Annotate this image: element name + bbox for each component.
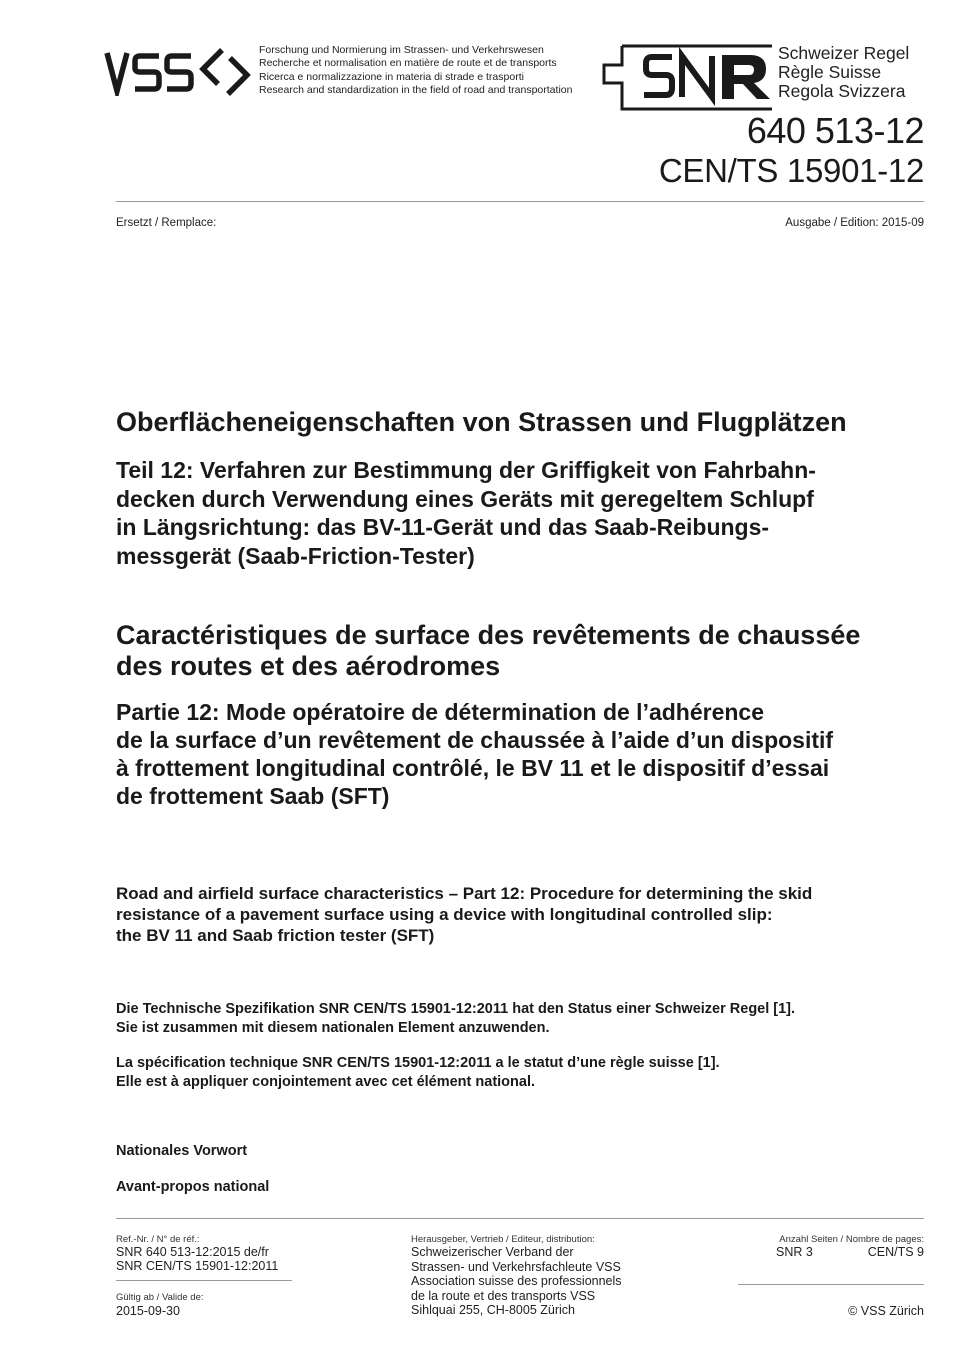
foreword-german-heading: Nationales Vorwort [116, 1143, 248, 1159]
title-french-line: des routes et des aérodromes [116, 651, 501, 681]
subtitle-french-line: de la surface d’un revêtement de chaussée à l’aide d’un dispositif [116, 727, 834, 753]
status-french [116, 1054, 926, 1091]
reference-value: SNR CEN/TS 15901-12:2011 [116, 1259, 279, 1273]
snr-line: Regola Svizzera [778, 81, 906, 101]
title-french [116, 620, 926, 682]
publisher-line: Schweizerischer Verband der [411, 1245, 574, 1259]
page-count-snr: SNR 3 [776, 1245, 813, 1259]
vss-description-line: Research and standardization in the field of road and transportation [259, 84, 573, 97]
snr-rule-type [778, 44, 909, 101]
publisher-line: Association suisse des professionnels [411, 1274, 622, 1288]
cen-number: CEN/TS 15901-12 [658, 152, 924, 189]
vss-description-line: Ricerca e normalizzazione in materia di strade e trasporti [259, 70, 524, 83]
subtitle-german-line: decken durch Verwendung eines Geräts mit geregeltem Schlupf [116, 485, 814, 512]
title-english-line: the BV 11 and Saab friction tester (SFT) [116, 926, 435, 945]
publisher-line: de la route et des transports VSS [411, 1288, 596, 1303]
status-french-line: La spécification technique SNR CEN/TS 15901-12:2011 a le statut d’une règle suisse [1]. [116, 1055, 720, 1071]
page-count-divider [738, 1284, 924, 1285]
footer-divider [116, 1218, 924, 1219]
page-count-label: Anzahl Seiten / Nombre de pages: [779, 1234, 924, 1245]
subtitle-french-line: Partie 12: Mode opératoire de détermination de l’adhérence [116, 699, 765, 725]
subtitle-german-line: messgerät (Saab-Friction-Tester) [116, 542, 475, 569]
title-german: Oberflächeneigenschaften von Strassen und Flugplätzen [116, 407, 847, 437]
header-divider [116, 201, 924, 202]
status-german-line: Sie ist zusammen mit diesem nationalen Element anzuwenden. [116, 1019, 550, 1036]
foreword-french-heading: Avant-propos national [116, 1179, 270, 1195]
reference-value: SNR 640 513-12:2015 de/fr [116, 1245, 269, 1259]
edition-label: Ausgabe / Edition: 2015-09 [785, 217, 924, 229]
subtitle-german-line: in Längsrichtung: das BV-11-Gerät und das Saab-Reibungs- [116, 514, 770, 540]
vss-description-line: Forschung und Normierung im Strassen- und Verkehrswesen [259, 44, 544, 56]
publisher-address [411, 1245, 671, 1318]
title-french-line: Caractéristiques de surface des revêtements de chaussée [116, 620, 861, 650]
reference-label: Ref.-Nr. / N° de réf.: [116, 1234, 200, 1245]
snr-line: Règle Suisse [778, 62, 882, 82]
subtitle-german [116, 456, 926, 570]
publisher-label: Herausgeber, Vertrieb / Editeur, distribution: [411, 1234, 595, 1245]
publisher-line: Strassen- und Verkehrsfachleute VSS [411, 1259, 621, 1274]
subtitle-french [116, 698, 926, 810]
subtitle-french-line: de frottement Saab (SFT) [116, 783, 390, 809]
page-count-cen: CEN/TS 9 [867, 1245, 924, 1259]
title-english [116, 883, 926, 946]
valid-from-label: Gültig ab / Valide de: [116, 1292, 204, 1303]
vss-logo [104, 44, 254, 96]
status-german [116, 1000, 926, 1037]
title-english-line: resistance of a pavement surface using a device with longitudinal controlled slip: [116, 905, 773, 924]
vss-description [259, 44, 572, 98]
vss-description-line: Recherche et normalisation en matière de route et de transports [259, 57, 557, 70]
valid-from-value: 2015-09-30 [116, 1304, 180, 1318]
snr-line: Schweizer Regel [778, 43, 910, 63]
copyright: © VSS Zürich [848, 1304, 924, 1318]
publisher-line: Sihlquai 255, CH-8005 Zürich [411, 1303, 575, 1317]
reference-divider [116, 1280, 292, 1281]
subtitle-german-line: Teil 12: Verfahren zur Bestimmung der Griffigkeit von Fahrbahn- [116, 457, 816, 483]
status-french-line: Elle est à appliquer conjointement avec cet élément national. [116, 1073, 536, 1090]
document-number: 640 513-12 [746, 110, 924, 151]
snr-logo [600, 43, 774, 111]
subtitle-french-line: à frottement longitudinal contrôlé, le BV 11 et le dispositif d’essai [116, 755, 830, 781]
title-english-line: Road and airfield surface characteristics – Part 12: Procedure for determining the skid [116, 884, 813, 903]
status-german-line: Die Technische Spezifikation SNR CEN/TS 15901-12:2011 hat den Status einer Schweizer Regel [1]. [116, 1001, 796, 1017]
replaces-label: Ersetzt / Remplace: [116, 217, 217, 229]
